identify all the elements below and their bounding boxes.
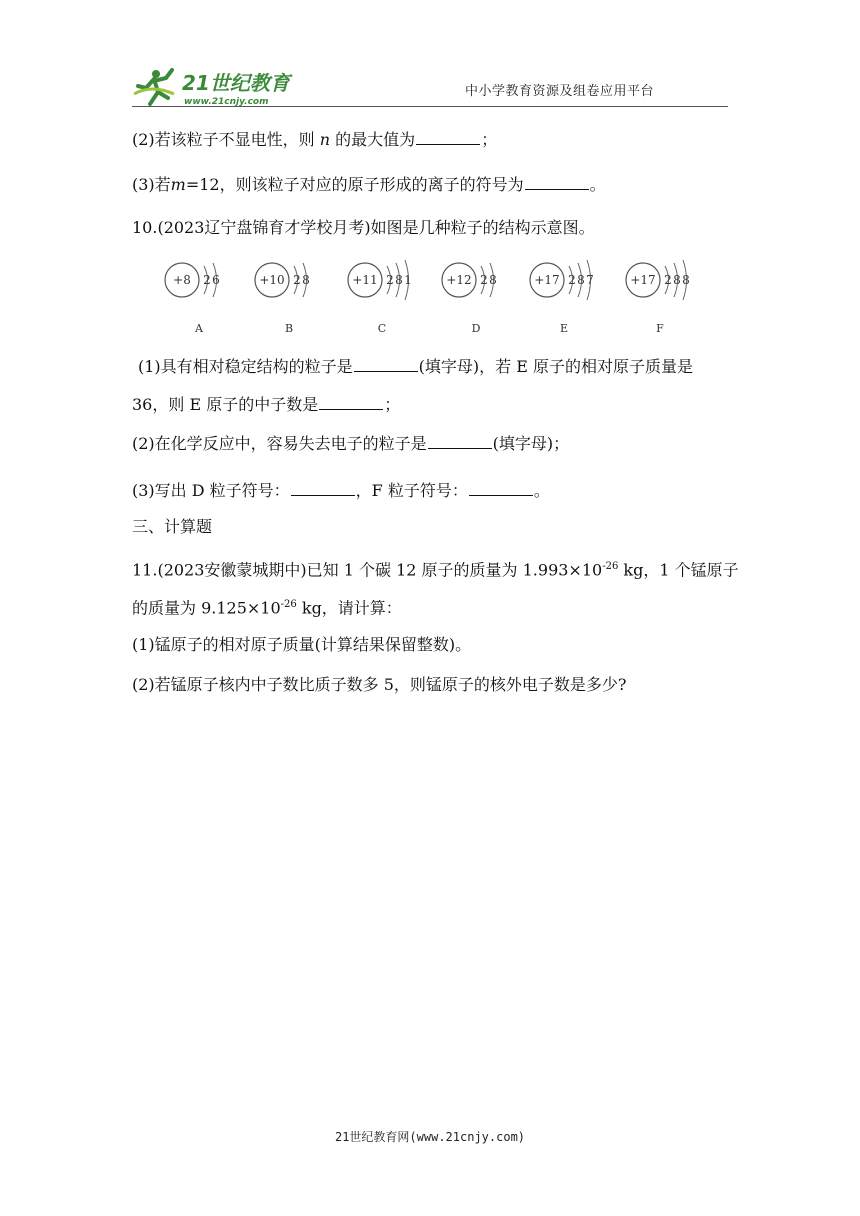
nucleus-charge: +12 xyxy=(446,273,472,287)
particle-diagram-D xyxy=(442,263,497,335)
nucleus-charge: +17 xyxy=(630,273,656,287)
q10-part2 xyxy=(132,432,569,454)
q11-line1 xyxy=(132,557,739,580)
shell-electron-count: 8 xyxy=(673,273,681,287)
page-footer: 21世纪教育网(www.21cnjy.com) xyxy=(334,1130,526,1144)
q10-part1-text: (1)具有相对稳定结构的粒子是 xyxy=(138,357,353,376)
shell-electron-count: 2 xyxy=(386,273,394,287)
answer-blank[interactable] xyxy=(525,173,589,190)
q11-text-d: kg，请计算： xyxy=(296,598,402,618)
diagram-label: F xyxy=(656,322,664,335)
shell-electron-count: 2 xyxy=(664,273,672,287)
q9-var-m: m xyxy=(170,175,186,194)
q9-part2-text-b: 的最大值为 xyxy=(335,130,416,149)
logo-main-text: 21世纪教育 xyxy=(182,71,290,95)
q9-part2 xyxy=(132,128,497,150)
q10-part1-end: ； xyxy=(384,395,401,414)
particle-diagram-A xyxy=(165,263,220,335)
q9-part3-text-b: =12，则该粒子对应的原子形成的离子的符号为 xyxy=(185,175,524,194)
q9-part2-end: ； xyxy=(481,130,498,149)
q9-part2-text: (2)若该粒子不显电性，则 xyxy=(132,130,315,149)
q11-text-c: 的质量为 9.125×10 xyxy=(132,598,281,618)
diagram-label: A xyxy=(195,322,203,335)
shell-electron-count: 2 xyxy=(203,273,211,287)
answer-blank[interactable] xyxy=(428,432,492,449)
q10-part3-text-b: ，F 粒子符号： xyxy=(355,481,468,500)
q10-part1-text-b: (填字母)，若 E 原子的相对原子质量是 xyxy=(418,357,694,376)
shell-electron-count: 8 xyxy=(489,273,497,287)
shell-electron-count: 8 xyxy=(577,273,585,287)
shell-electron-count: 1 xyxy=(404,273,412,287)
logo xyxy=(132,64,312,110)
diagram-label: B xyxy=(284,322,294,335)
q9-var-n: n xyxy=(319,130,331,149)
q9-part3 xyxy=(132,173,606,195)
nucleus-charge: +8 xyxy=(173,273,191,287)
diagram-label: E xyxy=(559,322,569,335)
header-divider xyxy=(132,106,728,107)
page-header xyxy=(0,0,860,110)
q10-part1-text-c: 36，则 E 原子的中子数是 xyxy=(132,395,319,414)
q11-text-b: kg，1 个锰原子 xyxy=(618,560,739,580)
particle-diagram-C xyxy=(348,260,412,335)
particle-diagram-F xyxy=(626,260,690,335)
answer-blank[interactable] xyxy=(319,393,383,410)
header-tagline: 中小学教育资源及组卷应用平台 xyxy=(465,84,655,99)
q10-part3-end: 。 xyxy=(533,481,550,500)
nucleus-charge: +11 xyxy=(352,273,378,287)
q10-part2-text-b: (填字母)； xyxy=(492,434,570,453)
section-title: 三、计算题 xyxy=(132,517,213,536)
shell-electron-count: 6 xyxy=(212,273,220,287)
logo-url-text: www.21cnjy.com xyxy=(184,97,269,107)
particle-diagram-B xyxy=(255,263,310,335)
answer-blank[interactable] xyxy=(291,479,355,496)
shell-electron-count: 2 xyxy=(293,273,301,287)
q10-stem: 10.(2023辽宁盘锦育才学校月考)如图是几种粒子的结构示意图。 xyxy=(132,218,595,237)
diagram-label: D xyxy=(471,322,481,335)
nucleus-charge: +10 xyxy=(259,273,285,287)
q10-part1-line1 xyxy=(138,355,693,377)
q11-text: 11.(2023安徽蒙城期中)已知 1 个碳 12 原子的质量为 1.993×10 xyxy=(132,560,603,580)
particle-diagram-E xyxy=(530,260,594,335)
q11-part1: (1)锰原子的相对原子质量(计算结果保留整数)。 xyxy=(132,635,472,654)
diagram-label: C xyxy=(377,322,387,335)
shell-electron-count: 2 xyxy=(480,273,488,287)
q10-part3-text: (3)写出 D 粒子符号： xyxy=(132,481,290,500)
answer-blank[interactable] xyxy=(469,479,533,496)
exponent: -26 xyxy=(602,561,619,572)
q10-part3 xyxy=(132,479,550,501)
shell-electron-count: 8 xyxy=(395,273,403,287)
q10-part2-text: (2)在化学反应中，容易失去电子的粒子是 xyxy=(132,434,427,453)
q11-part2: (2)若锰原子核内中子数比质子数多 5，则锰原子的核外电子数是多少? xyxy=(132,675,627,694)
shell-electron-count: 2 xyxy=(568,273,576,287)
particle-structure-diagrams xyxy=(155,252,715,342)
nucleus-charge: +17 xyxy=(534,273,560,287)
q11-line2 xyxy=(132,595,402,618)
q9-part3-end: 。 xyxy=(589,175,606,194)
q9-part3-text: (3)若 xyxy=(132,175,171,194)
exponent: -26 xyxy=(280,599,297,610)
shell-electron-count: 8 xyxy=(302,273,310,287)
answer-blank[interactable] xyxy=(416,128,480,145)
answer-blank[interactable] xyxy=(354,355,418,372)
q10-part1-line2 xyxy=(132,393,400,415)
shell-electron-count: 8 xyxy=(682,273,690,287)
shell-electron-count: 7 xyxy=(586,273,594,287)
